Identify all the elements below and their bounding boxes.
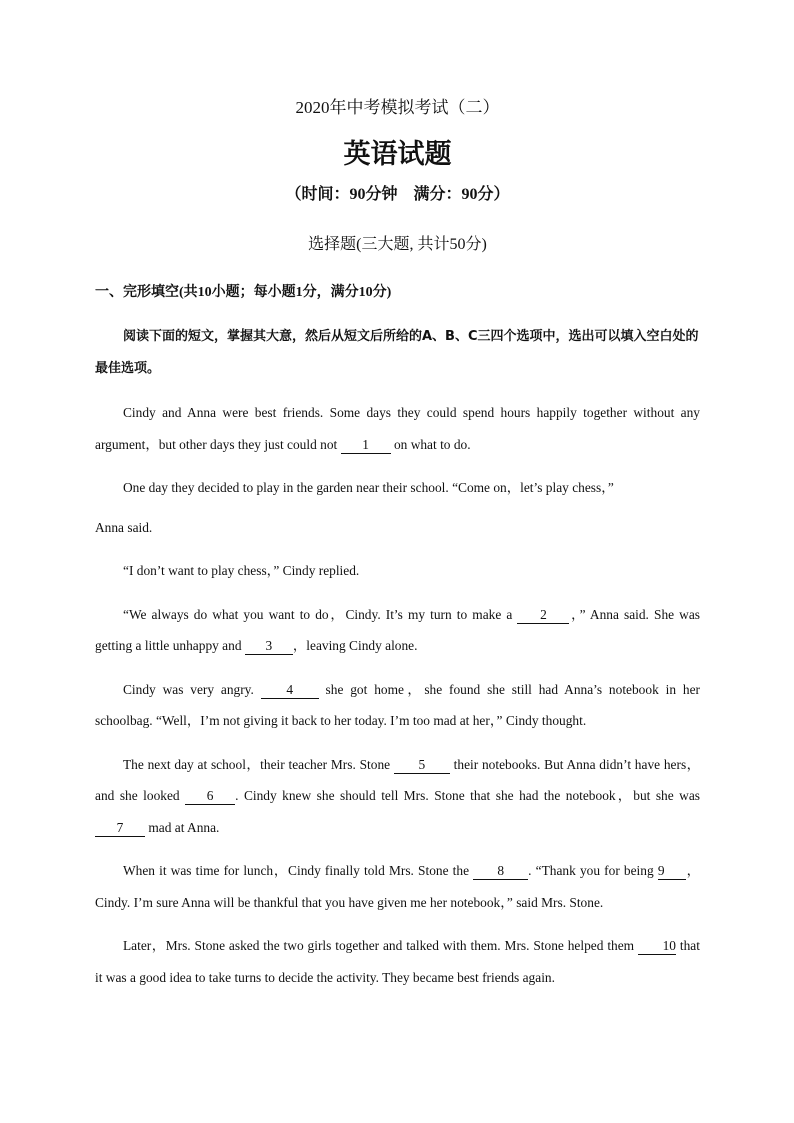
passage-text: ，Cindy. I’m sure Anna will be thankful that you have given me her notebook，” said Mrs. Stone. — [95, 863, 700, 910]
passage-text: When it was time for lunch，Cindy finally told Mrs. Stone the — [123, 863, 470, 878]
passage-paragraph-8 — [95, 930, 700, 993]
blank-10: 10 — [638, 938, 676, 955]
passage-text: . Cindy knew she should tell Mrs. Stone that she had the notebook，but she was — [235, 788, 701, 803]
passage-paragraph-2 — [95, 472, 700, 504]
passage-text: “We always do what you want to do，Cindy. It’s my turn to make a — [123, 606, 513, 622]
passage-text: Later，Mrs. Stone asked the two girls together and talked with them. Mrs. Stone helped them — [123, 938, 635, 953]
time-score-info: （时间：90分钟 满分：90分） — [285, 186, 510, 203]
blank-3: 3 — [245, 638, 293, 655]
passage-paragraph-4 — [95, 599, 700, 662]
passage-text: ，leaving Cindy alone. — [292, 638, 418, 653]
blank-8: 8 — [473, 863, 528, 880]
passage-text: on what to do. — [393, 436, 471, 452]
passage-text: Anna said. — [95, 519, 153, 535]
exam-page — [95, 95, 700, 993]
blank-6: 6 — [185, 788, 235, 805]
passage-text: ，” Anna said. She was getting a little unhappy and — [95, 606, 700, 653]
passage-paragraph-6 — [95, 749, 700, 844]
passage-paragraph-7 — [95, 855, 700, 918]
subject-title: 英语试题 — [343, 139, 452, 170]
section-title: 选择题(三大题, 共计50分) — [308, 236, 487, 253]
passage-text: that it was a good idea to take turns to decide the activity. They became best friends again. — [95, 938, 700, 985]
passage-text: mad at Anna. — [148, 819, 220, 835]
passage-text: their notebooks. But Anna didn’t have hers，and she looked — [95, 756, 700, 803]
passage-paragraph-3 — [95, 555, 700, 587]
passage-text: “I don’t want to play chess，” Cindy replied. — [123, 563, 360, 578]
blank-1: 1 — [341, 437, 391, 454]
passage-paragraph-2-cont — [95, 512, 700, 544]
passage-text: One day they decided to play in the garden near their school. “Come on，let’s play chess，” — [123, 480, 614, 495]
exam-title: 2020年中考模拟考试（二） — [295, 98, 500, 117]
passage-text: she got home，she found she still had Anna’s notebook in her schoolbag. “Well，I’m not giving it back to her today. I’m too mad at her，” Cindy thought. — [95, 681, 700, 728]
passage-paragraph-5 — [95, 674, 700, 737]
blank-7: 7 — [95, 820, 145, 837]
instruction-text: 阅读下面的短文，掌握其大意，然后从短文后所给的A、B、C三四个选项中，选出可以填入空白处的最佳选项。 — [95, 329, 699, 376]
passage-text: Cindy was very angry. — [123, 681, 254, 697]
passage-text: Cindy and Anna were best friends. Some days they could spend hours happily together without any argument，but other days they just could not — [95, 405, 700, 452]
passage-paragraph-1 — [95, 397, 700, 460]
part-heading: 一、完形填空(共10小题；每小题1分，满分10分) — [95, 285, 392, 300]
blank-2: 2 — [517, 607, 569, 624]
blank-9: 9 — [658, 863, 686, 880]
blank-5: 5 — [394, 757, 450, 774]
blank-4: 4 — [261, 682, 319, 699]
passage-text: . “Thank you for being — [528, 863, 654, 878]
passage-text: The next day at school，their teacher Mrs. Stone — [123, 756, 391, 772]
